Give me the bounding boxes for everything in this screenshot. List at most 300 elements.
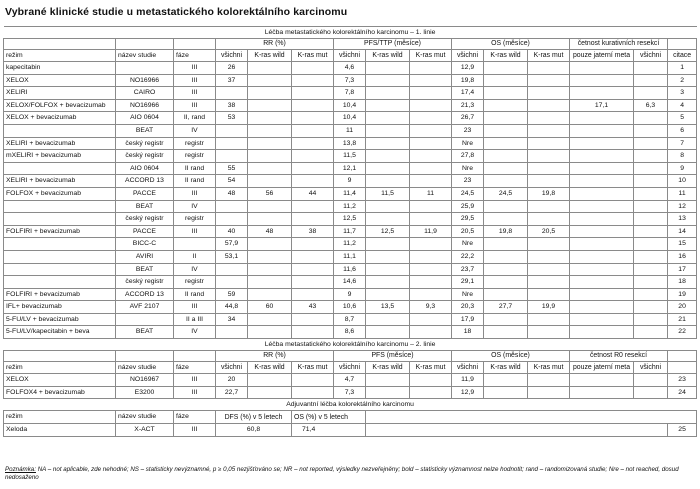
column-header: K-ras mut bbox=[410, 50, 452, 62]
table-cell bbox=[248, 112, 292, 125]
table-cell: 7,8 bbox=[334, 87, 366, 100]
table-row bbox=[4, 276, 697, 289]
column-header: pouze jaterní meta bbox=[570, 362, 634, 374]
table-cell: 4,7 bbox=[334, 374, 366, 387]
column-header: K-ras mut bbox=[528, 50, 570, 62]
table-cell bbox=[528, 288, 570, 301]
table-cell bbox=[570, 175, 634, 188]
table-cell bbox=[570, 250, 634, 263]
column-header: všichni bbox=[216, 50, 248, 62]
table-cell: 21,3 bbox=[452, 99, 484, 112]
table-cell bbox=[248, 162, 292, 175]
table-row bbox=[4, 313, 697, 326]
citation-cell: 10 bbox=[668, 175, 697, 188]
table-cell bbox=[292, 150, 334, 163]
table-row bbox=[4, 162, 697, 175]
table-cell: III bbox=[174, 87, 216, 100]
table-cell bbox=[410, 238, 452, 251]
table-cell: Nre bbox=[452, 288, 484, 301]
table-cell: II, rand bbox=[174, 112, 216, 125]
table-cell: 12,5 bbox=[366, 225, 410, 238]
col-header-regimen: režim bbox=[4, 411, 116, 424]
table-cell: Nre bbox=[452, 238, 484, 251]
table-cell: IV bbox=[174, 326, 216, 339]
table-cell: 26,7 bbox=[452, 112, 484, 125]
table-cell bbox=[174, 238, 216, 251]
table-cell bbox=[248, 250, 292, 263]
citation-cell: 4 bbox=[668, 99, 697, 112]
table-cell bbox=[366, 87, 410, 100]
table-cell bbox=[570, 276, 634, 289]
table-cell bbox=[570, 263, 634, 276]
table-row bbox=[4, 326, 697, 339]
citation-cell: 13 bbox=[668, 213, 697, 226]
table-row bbox=[4, 112, 697, 125]
table-cell: 55 bbox=[216, 162, 248, 175]
column-header: K-ras wild bbox=[248, 50, 292, 62]
table-cell bbox=[248, 326, 292, 339]
table-cell: 12,5 bbox=[334, 213, 366, 226]
table-cell: 20 bbox=[216, 374, 248, 387]
table-cell bbox=[366, 150, 410, 163]
table-cell: 17,4 bbox=[452, 87, 484, 100]
table-cell bbox=[634, 62, 668, 75]
regimen-cell: 5-FU/LV/kapecitabin + beva bbox=[4, 326, 116, 339]
citation-cell: 21 bbox=[668, 313, 697, 326]
table-cell: III bbox=[174, 62, 216, 75]
table-cell bbox=[292, 263, 334, 276]
table-cell: 29,1 bbox=[452, 276, 484, 289]
table-cell bbox=[484, 276, 528, 289]
table-cell bbox=[248, 386, 292, 399]
table-cell: ACCORD 13 bbox=[116, 175, 174, 188]
table-cell bbox=[528, 386, 570, 399]
table-cell: český registr bbox=[116, 213, 174, 226]
regimen-cell bbox=[4, 213, 116, 226]
table-cell: 44 bbox=[292, 187, 334, 200]
citation-cell: 17 bbox=[668, 263, 697, 276]
table-cell bbox=[248, 175, 292, 188]
table-cell bbox=[634, 74, 668, 87]
table-cell: 26 bbox=[216, 62, 248, 75]
group-header-resections: četnost kurativních resekcí bbox=[570, 39, 668, 50]
table-cell bbox=[366, 374, 410, 387]
regimen-cell bbox=[4, 200, 116, 213]
citation-cell: 5 bbox=[668, 112, 697, 125]
regimen-cell: IFL+ bevacizumab bbox=[4, 301, 116, 314]
column-header: K-ras wild bbox=[484, 50, 528, 62]
table-cell: 9,3 bbox=[410, 301, 452, 314]
group-header-os-2: OS (měsíce) bbox=[452, 351, 570, 362]
citation-cell: 22 bbox=[668, 326, 697, 339]
table-cell: AIO 0604 bbox=[116, 112, 174, 125]
table-row bbox=[4, 374, 697, 387]
table-cell bbox=[116, 62, 174, 75]
table-cell: 12,9 bbox=[452, 62, 484, 75]
table-cell: 38 bbox=[216, 99, 248, 112]
regimen-cell: 5-FU/LV + bevacizumab bbox=[4, 313, 116, 326]
table-cell: 10,6 bbox=[334, 301, 366, 314]
table-cell: Nre bbox=[452, 162, 484, 175]
column-header: fáze bbox=[174, 50, 216, 62]
table-cell bbox=[634, 238, 668, 251]
table-cell: 17,9 bbox=[452, 313, 484, 326]
citation-cell: 20 bbox=[668, 301, 697, 314]
table-cell: 27,7 bbox=[484, 301, 528, 314]
regimen-cell: FOLFOX4 + bevacizumab bbox=[4, 386, 116, 399]
regimen-cell: XELOX/FOLFOX + bevacizumab bbox=[4, 99, 116, 112]
table-cell: 25,9 bbox=[452, 200, 484, 213]
table-cell: 27,8 bbox=[452, 150, 484, 163]
table-cell: 11,7 bbox=[334, 225, 366, 238]
table-cell: 4,6 bbox=[334, 62, 366, 75]
citation-cell: 2 bbox=[668, 74, 697, 87]
table-cell bbox=[634, 313, 668, 326]
table-row bbox=[4, 250, 697, 263]
table-cell: český registr bbox=[116, 150, 174, 163]
table-cell bbox=[484, 200, 528, 213]
table-cell bbox=[634, 250, 668, 263]
table-cell: 12,9 bbox=[452, 386, 484, 399]
table-cell bbox=[528, 175, 570, 188]
table-cell bbox=[410, 313, 452, 326]
table-cell: III bbox=[174, 374, 216, 387]
regimen-cell: FOLFOX + bevacizumab bbox=[4, 187, 116, 200]
table-cell: III bbox=[174, 386, 216, 399]
table-cell bbox=[484, 99, 528, 112]
table-cell: 11,2 bbox=[334, 238, 366, 251]
table-cell bbox=[528, 250, 570, 263]
table-cell bbox=[410, 200, 452, 213]
section-title-line1: Léčba metastatického kolorektálního karcinomu – 1. linie bbox=[4, 27, 697, 39]
table-cell bbox=[634, 162, 668, 175]
table-cell bbox=[484, 62, 528, 75]
column-header: K-ras wild bbox=[248, 362, 292, 374]
table-cell bbox=[570, 326, 634, 339]
table-cell bbox=[570, 150, 634, 163]
table-cell: III bbox=[174, 99, 216, 112]
table-cell: registr bbox=[174, 276, 216, 289]
empty-cell bbox=[174, 39, 216, 50]
table-cell bbox=[484, 386, 528, 399]
table-cell bbox=[484, 74, 528, 87]
column-header: K-ras wild bbox=[366, 50, 410, 62]
col-header-dfs: DFS (%) v 5 letech bbox=[216, 411, 292, 424]
table-cell bbox=[248, 313, 292, 326]
empty-cell bbox=[116, 351, 174, 362]
table-cell bbox=[248, 124, 292, 137]
table-cell: 19,9 bbox=[528, 301, 570, 314]
table-cell bbox=[216, 137, 248, 150]
group-header-r0-resections: četnost R0 resekcí bbox=[570, 351, 668, 362]
table-cell bbox=[292, 374, 334, 387]
table-row bbox=[4, 175, 697, 188]
table-cell bbox=[528, 276, 570, 289]
column-header: fáze bbox=[174, 362, 216, 374]
table-cell: 59 bbox=[216, 288, 248, 301]
table-cell bbox=[484, 288, 528, 301]
table-cell: 60 bbox=[248, 301, 292, 314]
table-cell bbox=[292, 326, 334, 339]
table-cell bbox=[216, 326, 248, 339]
table-cell: 20,5 bbox=[528, 225, 570, 238]
regimen-cell: XELOX bbox=[4, 374, 116, 387]
citation-cell: 16 bbox=[668, 250, 697, 263]
table-cell bbox=[216, 276, 248, 289]
table-cell: 56 bbox=[248, 187, 292, 200]
table-cell: NO16966 bbox=[116, 74, 174, 87]
table-cell bbox=[292, 162, 334, 175]
table-cell: BEAT bbox=[116, 326, 174, 339]
regimen-cell: XELOX + bevacizumab bbox=[4, 112, 116, 125]
table-cell bbox=[366, 74, 410, 87]
table-cell bbox=[292, 200, 334, 213]
table-cell bbox=[366, 99, 410, 112]
table-cell bbox=[528, 326, 570, 339]
table-cell bbox=[248, 374, 292, 387]
table-cell bbox=[528, 200, 570, 213]
table-cell: 23 bbox=[452, 175, 484, 188]
table-cell bbox=[216, 200, 248, 213]
citation-cell: 23 bbox=[668, 374, 697, 387]
table-cell bbox=[366, 386, 410, 399]
table-cell bbox=[292, 99, 334, 112]
table-cell bbox=[292, 288, 334, 301]
table-cell bbox=[410, 326, 452, 339]
table-cell bbox=[216, 213, 248, 226]
table-cell: 14,6 bbox=[334, 276, 366, 289]
column-header: všichni bbox=[334, 50, 366, 62]
column-header: všichni bbox=[634, 362, 668, 374]
table-cell bbox=[570, 288, 634, 301]
table-cell bbox=[634, 213, 668, 226]
table-cell bbox=[248, 99, 292, 112]
column-header: všichni bbox=[634, 50, 668, 62]
table-cell: BEAT bbox=[116, 124, 174, 137]
table-cell: PACCE bbox=[116, 187, 174, 200]
table-cell bbox=[410, 99, 452, 112]
table-cell bbox=[292, 386, 334, 399]
table-cell: NO16967 bbox=[116, 374, 174, 387]
table-cell bbox=[366, 112, 410, 125]
table-cell: 53 bbox=[216, 112, 248, 125]
table-row bbox=[4, 62, 697, 75]
table-cell bbox=[410, 150, 452, 163]
table-cell: český registr bbox=[116, 276, 174, 289]
table-cell: 54 bbox=[216, 175, 248, 188]
table-cell bbox=[570, 124, 634, 137]
table-cell bbox=[292, 313, 334, 326]
table-cell: 38 bbox=[292, 225, 334, 238]
table-cell bbox=[410, 175, 452, 188]
empty-cell bbox=[174, 351, 216, 362]
table-cell: 8,7 bbox=[334, 313, 366, 326]
table-cell: AVF 2107 bbox=[116, 301, 174, 314]
table-cell bbox=[484, 313, 528, 326]
table-cell: PACCE bbox=[116, 225, 174, 238]
adjuvant-regimen: Xeloda bbox=[4, 424, 116, 437]
table-cell bbox=[248, 263, 292, 276]
regimen-cell: FOLFIRI + bevacizumab bbox=[4, 225, 116, 238]
table-cell bbox=[366, 263, 410, 276]
table-cell bbox=[484, 374, 528, 387]
table-cell: BICC-C bbox=[116, 238, 174, 251]
table-cell: 13,5 bbox=[366, 301, 410, 314]
table-cell: AIO 0604 bbox=[116, 162, 174, 175]
group-header-os: OS (měsíce) bbox=[452, 39, 570, 50]
col-header-study: název studie bbox=[116, 411, 174, 424]
table-cell bbox=[292, 87, 334, 100]
table-cell bbox=[248, 276, 292, 289]
table-cell bbox=[292, 137, 334, 150]
table-cell: 11,1 bbox=[334, 250, 366, 263]
col-header-phase: fáze bbox=[174, 411, 216, 424]
table-cell bbox=[248, 137, 292, 150]
table-cell bbox=[366, 276, 410, 289]
table-cell: II a III bbox=[174, 313, 216, 326]
table-cell bbox=[366, 326, 410, 339]
table-cell bbox=[570, 386, 634, 399]
citation-cell: 19 bbox=[668, 288, 697, 301]
column-header: všichni bbox=[452, 362, 484, 374]
table-cell: Nre bbox=[452, 137, 484, 150]
table-cell bbox=[528, 238, 570, 251]
table-cell: ACCORD 13 bbox=[116, 288, 174, 301]
table-cell: 11,5 bbox=[366, 187, 410, 200]
adjuvant-os: 71,4 bbox=[292, 424, 366, 437]
table-cell bbox=[570, 74, 634, 87]
table-row bbox=[4, 124, 697, 137]
table-cell: 11,6 bbox=[334, 263, 366, 276]
empty-cell bbox=[366, 411, 697, 424]
group-header-rr-2: RR (%) bbox=[216, 351, 334, 362]
table-cell: 43 bbox=[292, 301, 334, 314]
table-cell: registr bbox=[174, 150, 216, 163]
table-cell: 11 bbox=[410, 187, 452, 200]
adjuvant-study: X-ACT bbox=[116, 424, 174, 437]
table-cell: 24,5 bbox=[452, 187, 484, 200]
table-cell: 7,3 bbox=[334, 386, 366, 399]
table-cell bbox=[410, 87, 452, 100]
table-cell: II rand bbox=[174, 175, 216, 188]
citation-cell: 24 bbox=[668, 386, 697, 399]
table-cell bbox=[410, 374, 452, 387]
table-cell: 18 bbox=[452, 326, 484, 339]
column-header: všichni bbox=[216, 362, 248, 374]
table-cell bbox=[248, 238, 292, 251]
table-cell: 53,1 bbox=[216, 250, 248, 263]
table-cell bbox=[292, 112, 334, 125]
table-cell: 11,9 bbox=[452, 374, 484, 387]
table-cell: registr bbox=[174, 137, 216, 150]
regimen-cell bbox=[4, 250, 116, 263]
table-cell bbox=[484, 112, 528, 125]
table-cell bbox=[570, 225, 634, 238]
table-cell bbox=[484, 263, 528, 276]
table-cell: III bbox=[174, 301, 216, 314]
table-cell bbox=[634, 288, 668, 301]
table-cell: BEAT bbox=[116, 200, 174, 213]
table-cell: IV bbox=[174, 263, 216, 276]
table-cell bbox=[634, 276, 668, 289]
table-row bbox=[4, 150, 697, 163]
table-cell bbox=[116, 313, 174, 326]
group-header-pfs: PFS/TTP (měsíce) bbox=[334, 39, 452, 50]
table-cell bbox=[484, 150, 528, 163]
table-cell bbox=[484, 175, 528, 188]
regimen-cell: XELIRI + bevacizumab bbox=[4, 175, 116, 188]
column-header: režim bbox=[4, 50, 116, 62]
table-cell bbox=[634, 225, 668, 238]
table-cell bbox=[292, 238, 334, 251]
table-cell bbox=[366, 200, 410, 213]
table-cell: 8,6 bbox=[334, 326, 366, 339]
group-header-pfs-2: PFS (měsíce) bbox=[334, 351, 452, 362]
table-cell bbox=[292, 213, 334, 226]
empty-cell bbox=[668, 351, 697, 362]
regimen-cell: XELOX bbox=[4, 74, 116, 87]
citation-cell: 18 bbox=[668, 276, 697, 289]
table-cell bbox=[366, 313, 410, 326]
table-row bbox=[4, 74, 697, 87]
citation-cell: 6 bbox=[668, 124, 697, 137]
column-header: název studie bbox=[116, 362, 174, 374]
table-row bbox=[4, 137, 697, 150]
table-cell bbox=[484, 238, 528, 251]
table-cell bbox=[366, 137, 410, 150]
table-cell bbox=[528, 74, 570, 87]
empty-cell bbox=[366, 424, 668, 437]
table-cell bbox=[410, 276, 452, 289]
regimen-cell: kapecitabin bbox=[4, 62, 116, 75]
regimen-cell: XELIRI + bevacizumab bbox=[4, 137, 116, 150]
table-cell bbox=[570, 301, 634, 314]
table-cell bbox=[248, 213, 292, 226]
table-cell bbox=[634, 187, 668, 200]
regimen-cell bbox=[4, 162, 116, 175]
table-cell: 24,5 bbox=[484, 187, 528, 200]
table-cell bbox=[410, 213, 452, 226]
table-cell bbox=[366, 124, 410, 137]
table-cell bbox=[634, 137, 668, 150]
table-cell bbox=[570, 213, 634, 226]
table-cell: 11,4 bbox=[334, 187, 366, 200]
regimen-cell bbox=[4, 276, 116, 289]
table-cell: II bbox=[174, 250, 216, 263]
adjuvant-dfs: 60,8 bbox=[216, 424, 292, 437]
table-cell: registr bbox=[174, 213, 216, 226]
table-cell bbox=[248, 288, 292, 301]
table-cell bbox=[410, 62, 452, 75]
table-cell bbox=[570, 187, 634, 200]
table-cell bbox=[570, 374, 634, 387]
table-cell: 57,9 bbox=[216, 238, 248, 251]
section-title-line2: Léčba metastatického kolorektálního karcinomu – 2. linie bbox=[4, 339, 697, 351]
column-header: všichni bbox=[334, 362, 366, 374]
table-cell: 11,9 bbox=[410, 225, 452, 238]
table-cell bbox=[570, 313, 634, 326]
table-cell: 29,5 bbox=[452, 213, 484, 226]
citation-cell: 7 bbox=[668, 137, 697, 150]
table-cell bbox=[248, 62, 292, 75]
adjuvant-citation: 25 bbox=[668, 424, 697, 437]
regimen-cell bbox=[4, 263, 116, 276]
table-cell bbox=[366, 62, 410, 75]
table-cell bbox=[366, 250, 410, 263]
table-cell: 19,8 bbox=[484, 225, 528, 238]
table-cell bbox=[528, 112, 570, 125]
table-cell bbox=[366, 238, 410, 251]
